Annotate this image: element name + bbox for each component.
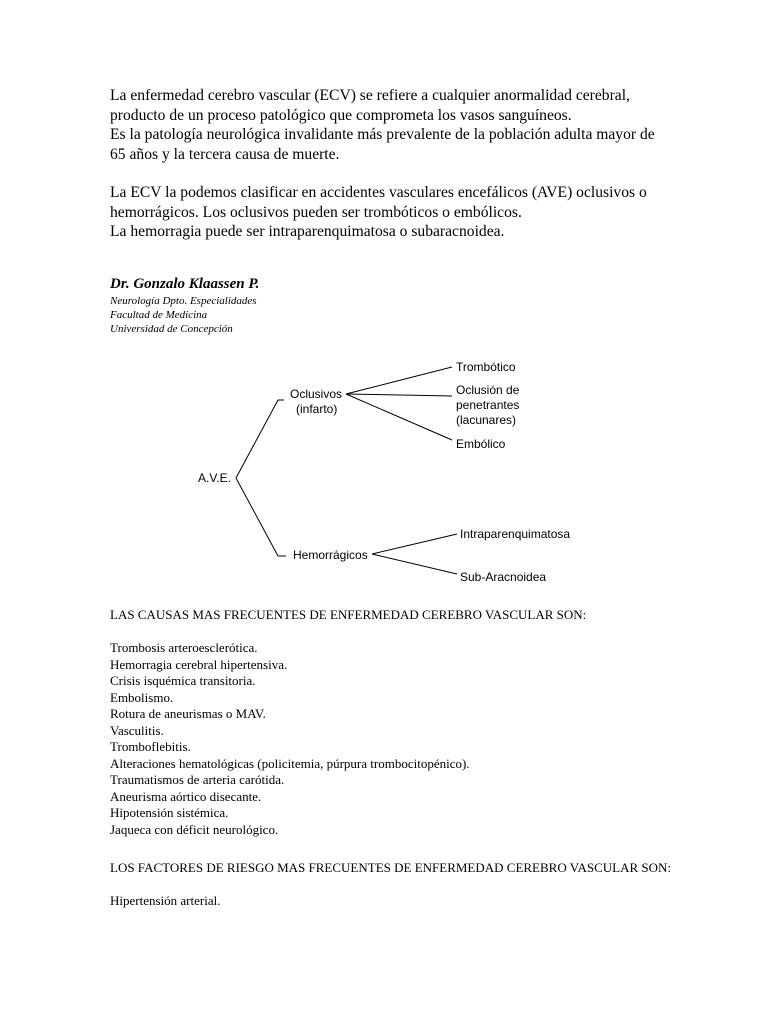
list-item: Jaqueca con déficit neurológico. xyxy=(110,821,279,837)
causes-list xyxy=(110,640,690,838)
list-item: Alteraciones hematológicas (policitemia, púrpura trombocitopénico). xyxy=(110,755,470,771)
list-item: Crisis isquémica transitoria. xyxy=(110,673,256,688)
branch-to-thrombotic xyxy=(346,367,452,394)
branch-to-intraparenchymal xyxy=(372,534,457,554)
author-name: Dr. Gonzalo Klaassen P. xyxy=(110,276,260,292)
ave-classification-diagram xyxy=(0,350,768,600)
list-item: Traumatismos de arteria carótida. xyxy=(110,772,285,787)
diagram-penetrating-label-2: penetrantes xyxy=(456,398,520,412)
risk-factors-heading: LOS FACTORES DE RIESGO MAS FRECUENTES DE ENFERMEDAD CEREBRO VASCULAR SON: xyxy=(110,860,672,875)
list-item: Vasculitis. xyxy=(110,722,164,738)
intro-paragraph-1: La enfermedad cerebro vascular (ECV) se refiere a cualquier anormalidad cerebral, producto de un proceso patológico que comprometa los vasos sanguíneos. xyxy=(110,87,630,124)
list-item: Hemorragia cerebral hipertensiva. xyxy=(110,656,288,672)
diagram-root-ave: A.V.E. xyxy=(198,471,231,485)
branch-ave-to-occlusive xyxy=(236,400,278,478)
risk-factors-section xyxy=(110,860,690,910)
intro-text xyxy=(110,86,670,242)
diagram-hemorrhagic-label: Hemorrágicos xyxy=(293,548,368,562)
causes-section xyxy=(110,607,690,838)
risk-factors-list xyxy=(110,893,690,910)
list-item: Hipertensión arterial. xyxy=(110,893,221,908)
author-affiliation-1: Neurología Dpto. Especialidades xyxy=(110,295,257,307)
causes-heading: LAS CAUSAS MAS FRECUENTES DE ENFERMEDAD CEREBRO VASCULAR SON: xyxy=(110,607,587,622)
diagram-penetrating-label-1: Oclusión de xyxy=(456,383,520,397)
author-affiliation-2: Facultad de Medicina xyxy=(110,309,208,321)
list-item: Trombosis arteroesclerótica. xyxy=(110,640,258,655)
diagram-subarachnoid-label: Sub-Aracnoidea xyxy=(460,570,547,584)
list-item: Tromboflebitis. xyxy=(110,739,191,754)
diagram-thrombotic-label: Trombótico xyxy=(456,360,516,374)
list-item: Hipotensión sistémica. xyxy=(110,805,229,820)
author-block xyxy=(110,275,510,336)
list-item: Rotura de aneurismas o MAV. xyxy=(110,706,266,721)
diagram-occlusive-label: Oclusivos xyxy=(290,387,343,401)
branch-to-subarachnoid xyxy=(372,554,457,574)
intro-paragraph-3: La ECV la podemos clasificar en accidentes vasculares encefálicos (AVE) oclusivos o hemorrágicos. Los oclusivos pueden ser trombóticos o embólicos. xyxy=(110,184,647,221)
diagram-intraparenchymal-label: Intraparenquimatosa xyxy=(460,527,571,541)
author-affiliation-3: Universidad de Concepción xyxy=(110,323,233,335)
diagram-occlusive-sublabel: (infarto) xyxy=(296,402,338,416)
list-item: Aneurisma aórtico disecante. xyxy=(110,788,262,804)
branch-to-penetrating xyxy=(346,394,452,396)
intro-paragraph-2: Es la patología neurológica invalidante más prevalente de la población adulta mayor de 65 años y la tercera causa de muerte. xyxy=(110,126,655,163)
branch-to-embolic xyxy=(346,394,452,440)
intro-paragraph-4: La hemorragia puede ser intraparenquimatosa o subaracnoidea. xyxy=(110,223,505,240)
diagram-penetrating-label-3: (lacunares) xyxy=(456,413,517,427)
branch-ave-to-hemorrhagic xyxy=(236,478,278,556)
diagram-embolic-label: Embólico xyxy=(456,437,506,451)
list-item: Embolismo. xyxy=(110,689,174,705)
